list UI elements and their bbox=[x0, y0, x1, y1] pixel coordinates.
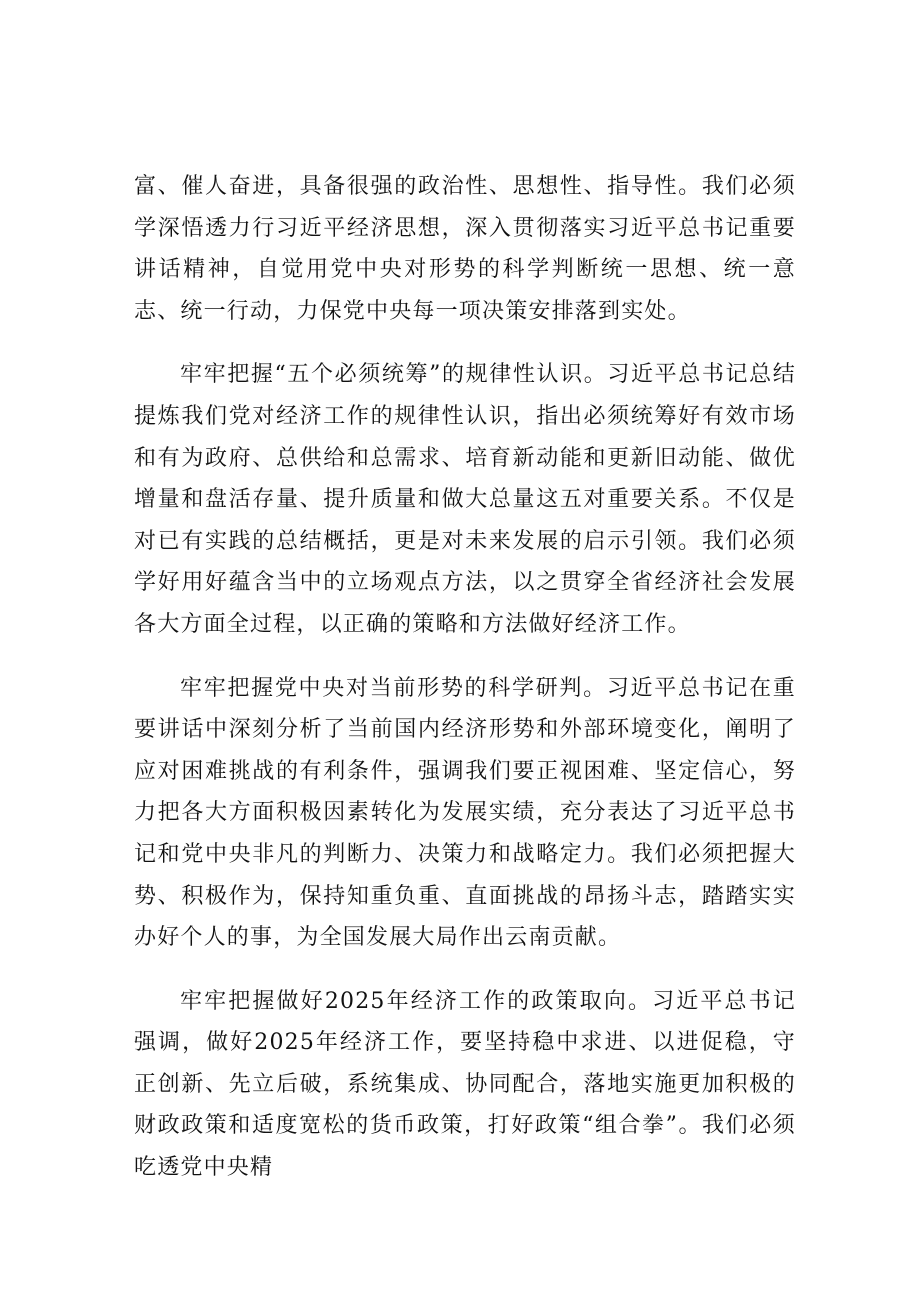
paragraph-situation-judgment: 牢牢把握党中央对当前形势的科学研判。习近平总书记在重要讲话中深刻分析了当前国内经济形势和外部环境变化，阐明了应对困难挑战的有利条件，强调我们要正视困难、坚定信心，努力把各大方面积极因素转化为发展实绩，充分表达了习近平总书记和党中央非凡的判断力、决策力和战略定力。我们必须把握大势、积极作为，保持知重负重、直面挑战的昂扬斗志，踏踏实实办好个人的事，为全国发展大局作出云南贡献。 bbox=[134, 675, 796, 951]
document-body bbox=[134, 166, 796, 1211]
paragraph-five-musts: 牢牢把握“五个必须统筹”的规律性认识。习近平总书记总结提炼我们党对经济工作的规律性认识，指出必须统筹好有效市场和有为政府、总供给和总需求、培育新动能和更新旧动能、做优增量和盘活存量、提升质量和做大总量这五对重要关系。不仅是对已有实践的总结概括，更是对未来发展的启示引领。我们必须学好用好蕴含当中的立场观点方法，以之贯穿全省经济社会发展各大方面全过程，以正确的策略和方法做好经济工作。 bbox=[134, 362, 796, 637]
paragraph-policy-orientation: 牢牢把握做好2025年经济工作的政策取向。习近平总书记强调，做好2025年经济工作，要坚持稳中求进、以进促稳，守正创新、先立后破，系统集成、协同配合，落地实施更加积极的财政政策和适度宽松的货币政策，打好政策“组合拳”。我们必须吃透党中央精 bbox=[134, 988, 796, 1181]
paragraph-continuation: 富、催人奋进，具备很强的政治性、思想性、指导性。我们必须学深悟透力行习近平经济思想，深入贯彻落实习近平总书记重要讲话精神，自觉用党中央对形势的科学判断统一思想、统一意志、统一行动，力保党中央每一项决策安排落到实处。 bbox=[134, 174, 796, 324]
